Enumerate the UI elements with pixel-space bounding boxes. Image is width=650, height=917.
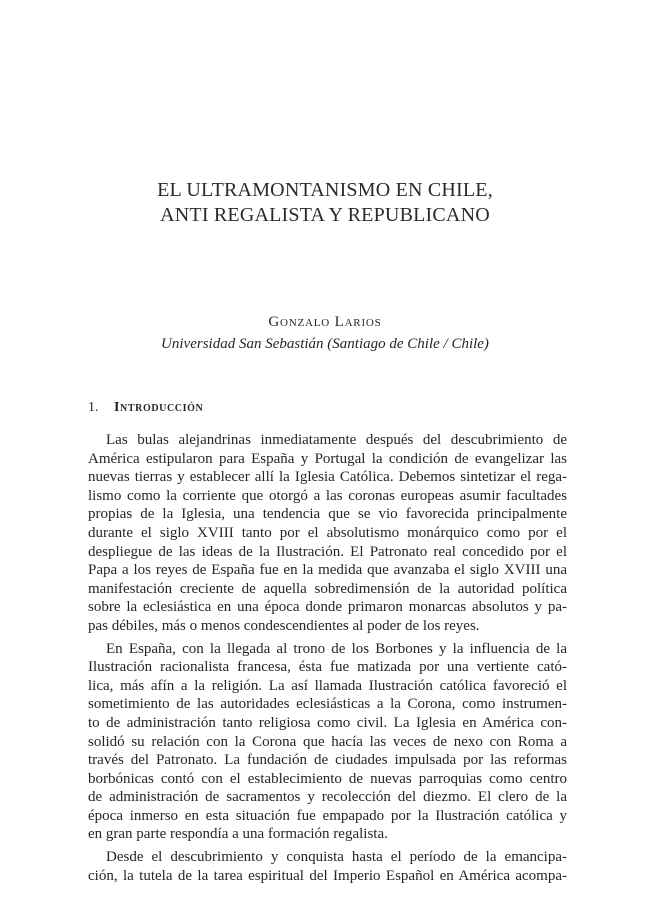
text-line: lismo como la corriente que otorgó a las coronas europeas asumir facultades	[88, 487, 567, 504]
text-line: to de administración tanto religiosa como civil. La Iglesia en América con-	[88, 714, 567, 731]
text-line: En España, con la llegada al trono de los Borbones y la influencia de la	[106, 640, 567, 657]
body-text	[88, 431, 567, 885]
text-line: Las bulas alejandrinas inmediatamente después del descubrimiento de	[106, 432, 567, 448]
text-line: despliegue de las ideas de la Ilustración. El Patronato real concedido por el	[88, 543, 567, 560]
paragraph	[88, 848, 567, 885]
text-line: manifestación creciente de aquella sobredimensión de la autoridad política	[88, 580, 567, 597]
text-line: Papa a los reyes de España fue en la medida que avanzaba el siglo XVIII una	[88, 562, 567, 579]
text-line: ción, la tutela de la tarea espiritual del Imperio Español en América acompa-	[88, 867, 567, 884]
author-name: Gonzalo Larios	[268, 314, 382, 330]
text-line: Desde el descubrimiento y conquista hasta el período de la emancipa-	[106, 849, 567, 866]
section-heading	[88, 399, 203, 417]
text-line: nuevas tierras y establecer allí la Iglesia Católica. Debemos sintetizar el rega-	[88, 469, 567, 486]
text-line: solidó su relación con la Corona que hacía las veces de nexo con Roma a	[88, 733, 567, 750]
author-affiliation: Universidad San Sebastián (Santiago de Chile / Chile)	[161, 336, 489, 352]
title-line-2: ANTI REGALISTA Y REPUBLICANO	[160, 204, 490, 226]
title-line-1: EL ULTRAMONTANISMO EN CHILE,	[157, 179, 493, 201]
section-title: Introducción	[114, 400, 204, 415]
text-line: sometimiento de las autoridades eclesiásticas a la Corona, como instrumen-	[88, 696, 567, 713]
text-line: de administración de sacramentos y recolección del diezmo. El clero de la	[88, 789, 567, 806]
text-line: propias de la Iglesia, una tendencia que se vio favorecida principalmente	[88, 506, 567, 523]
text-line: América estipularon para España y Portugal la condición de evangelizar las	[88, 450, 567, 467]
text-line: época inmerso en esta situación fue empapado por la Ilustración católica y	[88, 807, 567, 824]
text-line: borbónicas contó con el establecimiento de nuevas parroquias como centro	[88, 770, 567, 787]
paragraph	[88, 640, 567, 845]
text-line: lica, más afín a la religión. La así llamada Ilustración católica favoreció el	[88, 677, 567, 694]
text-line: través del Patronato. La fundación de ciudades impulsada por las reformas	[88, 752, 567, 769]
paragraph	[88, 431, 567, 636]
section-number: 1.	[88, 400, 99, 415]
text-line: en gran parte respondía a una formación regalista.	[88, 826, 388, 843]
text-line: durante el siglo XVIII tanto por el absolutismo monárquico como por el	[88, 524, 567, 541]
text-line: sobre la eclesiástica en una época donde primaron monarcas absolutos y pa-	[88, 599, 567, 616]
paper-title	[0, 178, 650, 228]
text-line: Ilustración racionalista francesa, ésta fue matizada por una vertiente cató-	[88, 659, 567, 676]
text-line: pas débiles, más o menos condescendientes al poder de los reyes.	[88, 617, 480, 634]
